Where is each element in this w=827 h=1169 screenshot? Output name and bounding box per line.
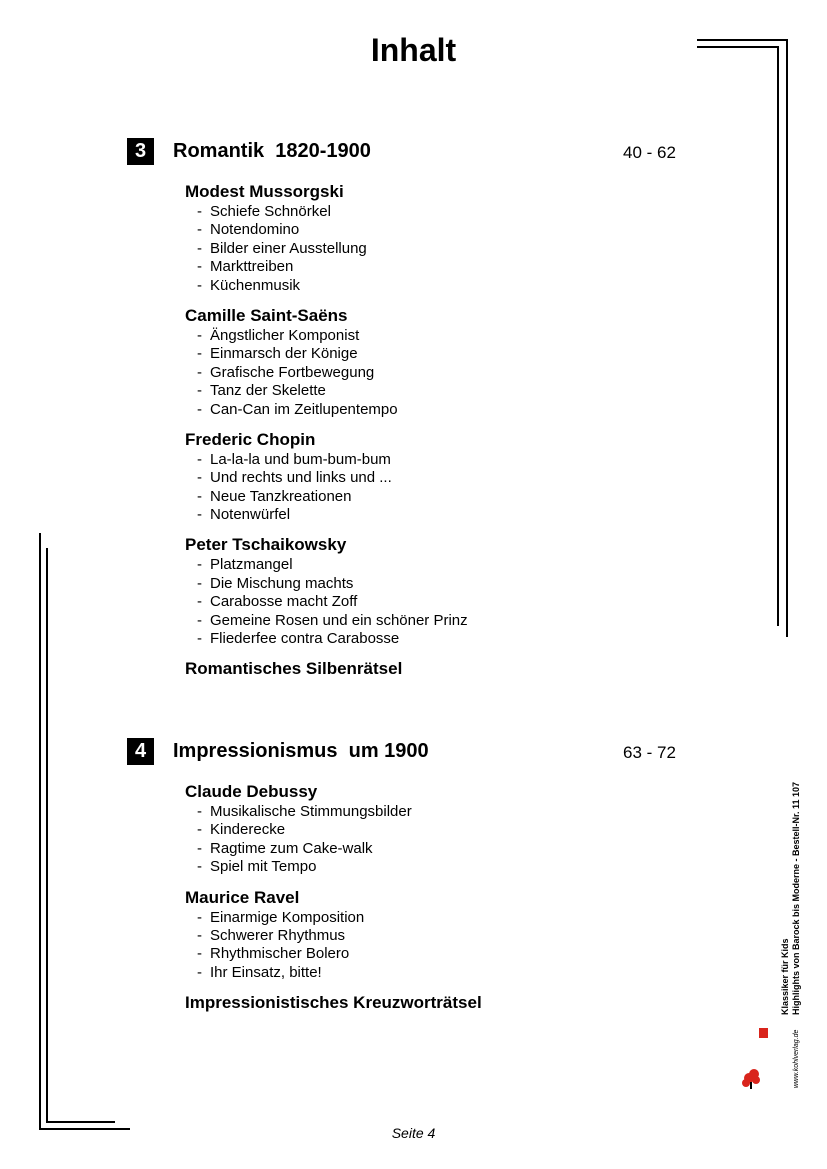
list-item: - Schwerer Rhythmus [197,926,346,944]
list-item: - La-la-la und bum-bum-bum [197,450,391,468]
list-item: - Bilder einer Ausstellung [197,239,367,257]
frame-line-bottom-left-inner-vertical [46,548,48,1123]
side-line-1: Klassiker für Kids [780,938,790,1015]
list-item: - Rhythmischer Bolero [197,945,350,963]
list-item: - Schiefe Schnörkel [197,203,331,220]
composer-name: Maurice Ravel [185,887,300,907]
list-item: - Grafische Fortbewegung [197,363,375,381]
list-item: - Carabosse macht Zoff [197,593,358,611]
list-item: - Und rechts und links und ... [197,469,392,487]
composer-block [185,534,468,648]
list-item: - Küchenmusik [197,276,301,294]
page-number: Seite 4 [391,1125,436,1141]
chapter-number: 3 [127,138,154,165]
composer-block [185,992,482,1014]
composer-name: Camille Saint-Saëns [185,305,348,325]
chapter-pages: 63 - 72 [623,743,676,762]
list-item: - Gemeine Rosen und ein schöner Prinz [197,611,468,629]
list-item: - Fliederfee contra Carabosse [197,630,400,648]
composer-block [185,181,468,295]
list-item: - Ihr Einsatz, bitte! [197,963,322,981]
chapter-3-sections [185,181,468,680]
chapter-title: Romantik 1820-1900 [173,140,371,162]
list-item: - Markttreiben [197,258,294,276]
publisher-url: www.kohlverlag.de [793,1029,800,1088]
page-title: Inhalt [370,32,457,68]
section-title: Romantisches Silbenrätsel [185,659,403,679]
list-item: - Musikalische Stimmungsbilder [197,803,412,820]
composer-name: Frederic Chopin [185,429,316,449]
list-item: - Einmarsch der Könige [197,345,358,363]
chapter-number: 4 [127,738,154,765]
list-item: - Notenwürfel [197,506,291,524]
side-line-2: Highlights von Barock bis Moderne - Bestell-Nr. 11 107 [791,781,801,1015]
frame-line-bottom-left-outer-vertical [39,533,41,1130]
list-item: - Can-Can im Zeitlupentempo [197,400,398,418]
list-item: - Neue Tanzkreationen [197,487,352,505]
list-item: - Platzmangel [197,556,293,574]
composer-name: Modest Mussorgski [185,182,344,201]
composer-name: Claude Debussy [185,782,318,801]
list-item: - Tanz der Skelette [197,382,326,400]
frame-line-top-right-outer-vertical [786,39,788,637]
list-item: - Notendomino [197,221,300,239]
chapter-pages: 40 - 62 [623,143,676,162]
list-item: - Ragtime zum Cake-walk [197,839,373,857]
composer-name: Peter Tschaikowsky [185,535,347,555]
list-item: - Die Mischung machts [197,574,354,592]
frame-line-top-right-inner-vertical [777,46,779,626]
list-item: - Ängstlicher Komponist [197,326,360,344]
list-item: - Kinderecke [197,821,286,839]
frame-line-bottom-left-inner [46,1121,115,1123]
publisher-logo [741,1020,771,1090]
tree-logo-icon [741,1020,771,1090]
chapter-4-sections [185,781,482,1014]
composer-block [185,658,468,680]
list-item: - Einarmige Komposition [197,908,365,926]
composer-block [185,887,482,983]
side-product-info [780,782,802,1015]
composer-block [185,429,468,525]
section-title: Impressionistisches Kreuzworträtsel [185,993,482,1013]
list-item: - Spiel mit Tempo [197,858,317,876]
composer-block [185,781,482,877]
chapter-title: Impressionismus um 1900 [173,740,429,762]
composer-block [185,305,468,419]
